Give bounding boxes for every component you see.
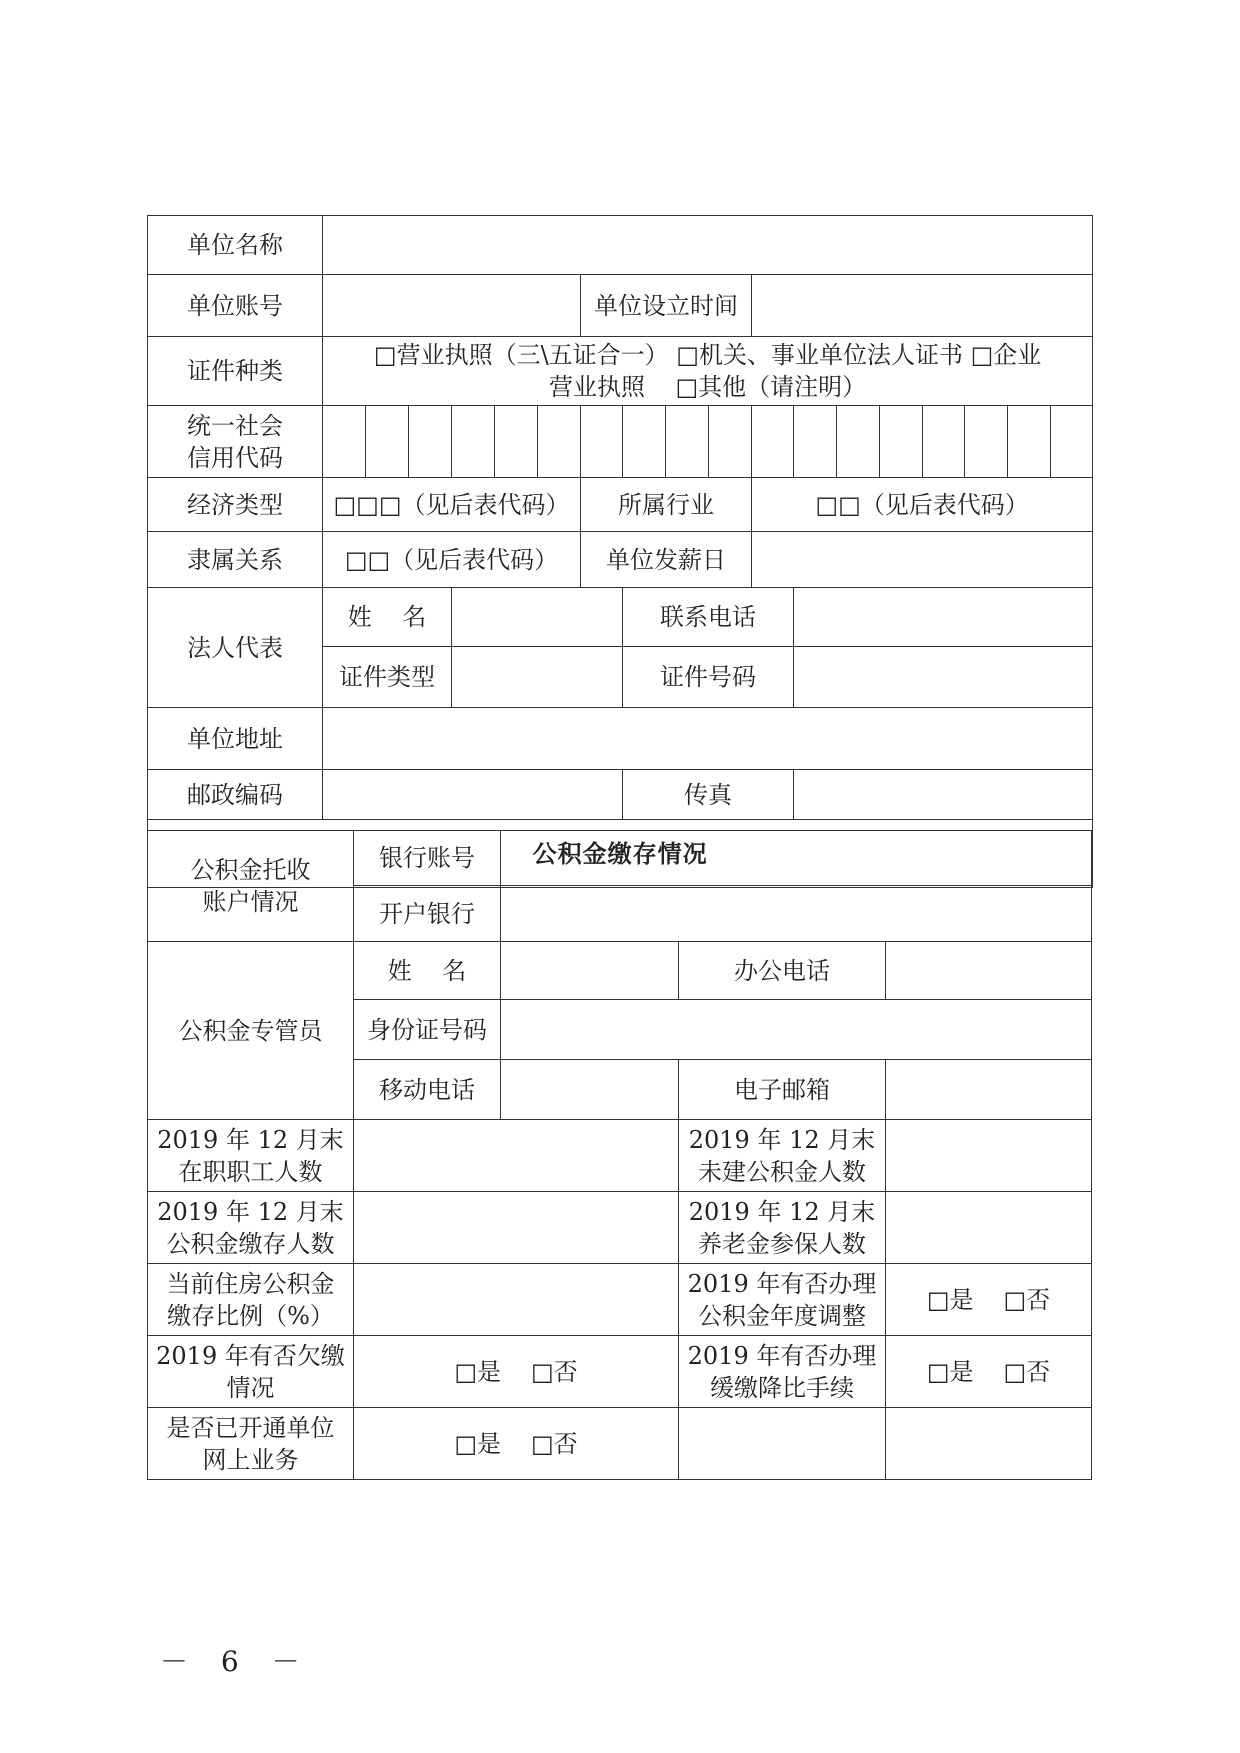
- page-number: － 6 －: [160, 1645, 312, 1678]
- manager-name-field[interactable]: [501, 942, 679, 1000]
- rate-label: 当前住房公积金 缴存比例（%）: [148, 1264, 354, 1336]
- established-field[interactable]: [752, 275, 1093, 337]
- established-label: 单位设立时间: [581, 275, 752, 337]
- no-fund-label: 2019 年 12 月末 未建公积金人数: [679, 1120, 886, 1192]
- unit-name-field[interactable]: [323, 216, 1093, 275]
- arrears-yes-checkbox[interactable]: □是: [454, 1357, 501, 1386]
- blank-cell[interactable]: [886, 1408, 1092, 1480]
- arrears-no-checkbox[interactable]: □否: [531, 1357, 578, 1386]
- credit-code-cell[interactable]: [323, 406, 366, 478]
- cert-type-options[interactable]: [323, 337, 1093, 406]
- credit-code-cell[interactable]: [709, 406, 752, 478]
- unit-info-table: [147, 215, 1093, 888]
- credit-code-cell[interactable]: [752, 406, 794, 478]
- credit-code-label: 统一社会 信用代码: [148, 406, 323, 478]
- affiliation-label: 隶属关系: [148, 532, 323, 588]
- office-phone-field[interactable]: [886, 942, 1092, 1000]
- credit-code-cell[interactable]: [495, 406, 538, 478]
- online-yes-checkbox[interactable]: □是: [454, 1429, 501, 1458]
- credit-code-cell[interactable]: [366, 406, 409, 478]
- mobile-label: 移动电话: [354, 1060, 501, 1120]
- fund-table: [147, 830, 1092, 1480]
- pension-field[interactable]: [886, 1192, 1092, 1264]
- payday-field[interactable]: [752, 532, 1093, 588]
- credit-code-cell[interactable]: [880, 406, 923, 478]
- office-phone-label: 办公电话: [679, 942, 886, 1000]
- economic-type-field[interactable]: □□□（见后表代码）: [323, 478, 581, 532]
- economic-type-label: 经济类型: [148, 478, 323, 532]
- bank-account-field[interactable]: [501, 831, 1092, 886]
- mobile-field[interactable]: [501, 1060, 679, 1120]
- manager-label: 公积金专管员: [148, 942, 354, 1120]
- annual-adjust-options: [886, 1264, 1092, 1336]
- fax-field[interactable]: [794, 770, 1093, 820]
- postcode-label: 邮政编码: [148, 770, 323, 820]
- credit-code-cell[interactable]: [409, 406, 452, 478]
- open-bank-field[interactable]: [501, 886, 1092, 942]
- online-no-checkbox[interactable]: □否: [531, 1429, 578, 1458]
- legal-rep-label: 法人代表: [148, 588, 323, 708]
- credit-code-cell[interactable]: [1051, 406, 1093, 478]
- fax-label: 传真: [623, 770, 794, 820]
- credit-code-cell[interactable]: [1008, 406, 1051, 478]
- fund-section-title: 公积金缴存情况: [148, 820, 1093, 888]
- deferral-options: [886, 1336, 1092, 1408]
- deferral-label: 2019 年有否办理 缓缴降比手续: [679, 1336, 886, 1408]
- legal-id-type-field[interactable]: [452, 647, 623, 708]
- employees-label: 2019 年 12 月末 在职职工人数: [148, 1120, 354, 1192]
- online-options: [354, 1408, 679, 1480]
- affiliation-field[interactable]: □□（见后表代码）: [323, 532, 581, 588]
- payday-label: 单位发薪日: [581, 532, 752, 588]
- employees-field[interactable]: [354, 1120, 679, 1192]
- collection-account-label: 公积金托收 账户情况: [148, 831, 354, 942]
- no-fund-field[interactable]: [886, 1120, 1092, 1192]
- unit-name-label: 单位名称: [148, 216, 323, 275]
- online-label: 是否已开通单位 网上业务: [148, 1408, 354, 1480]
- annual-adjust-label: 2019 年有否办理 公积金年度调整: [679, 1264, 886, 1336]
- email-label: 电子邮箱: [679, 1060, 886, 1120]
- pension-label: 2019 年 12 月末 养老金参保人数: [679, 1192, 886, 1264]
- legal-id-no-label: 证件号码: [623, 647, 794, 708]
- credit-code-cell[interactable]: [581, 406, 623, 478]
- legal-name-field[interactable]: [452, 588, 623, 647]
- cert-type-label: 证件种类: [148, 337, 323, 406]
- legal-phone-field[interactable]: [794, 588, 1093, 647]
- open-bank-label: 开户银行: [354, 886, 501, 942]
- credit-code-cell[interactable]: [965, 406, 1008, 478]
- credit-code-cell[interactable]: [623, 406, 666, 478]
- credit-code-cell[interactable]: [837, 406, 880, 478]
- industry-field[interactable]: □□（见后表代码）: [752, 478, 1093, 532]
- bank-account-label: 银行账号: [354, 831, 501, 886]
- rate-field[interactable]: [354, 1264, 679, 1336]
- arrears-options: [354, 1336, 679, 1408]
- blank-cell[interactable]: [679, 1408, 886, 1480]
- unit-account-field[interactable]: [323, 275, 581, 337]
- postcode-field[interactable]: [323, 770, 623, 820]
- address-label: 单位地址: [148, 708, 323, 770]
- legal-id-no-field[interactable]: [794, 647, 1093, 708]
- cert-options-line1: □营业执照（三\五证合一） □机关、事业单位法人证书 □企业: [373, 341, 1042, 369]
- cert-options-line2: 营业执照 □其他（请注明）: [548, 373, 867, 401]
- contributors-label: 2019 年 12 月末 公积金缴存人数: [148, 1192, 354, 1264]
- legal-phone-label: 联系电话: [623, 588, 794, 647]
- industry-label: 所属行业: [581, 478, 752, 532]
- contributors-field[interactable]: [354, 1192, 679, 1264]
- id-number-label: 身份证号码: [354, 1000, 501, 1060]
- credit-code-cell[interactable]: [794, 406, 837, 478]
- credit-code-cell[interactable]: [923, 406, 965, 478]
- legal-id-type-label: 证件类型: [323, 647, 452, 708]
- unit-account-label: 单位账号: [148, 275, 323, 337]
- arrears-label: 2019 年有否欠缴 情况: [148, 1336, 354, 1408]
- credit-code-cell[interactable]: [452, 406, 495, 478]
- annual-adjust-no-checkbox[interactable]: □否: [1003, 1285, 1051, 1314]
- credit-code-cell[interactable]: [666, 406, 709, 478]
- deferral-yes-checkbox[interactable]: □是: [926, 1357, 974, 1386]
- legal-name-label: 姓 名: [323, 588, 452, 647]
- id-number-field[interactable]: [501, 1000, 1092, 1060]
- credit-code-cell[interactable]: [538, 406, 581, 478]
- deferral-no-checkbox[interactable]: □否: [1003, 1357, 1051, 1386]
- email-field[interactable]: [886, 1060, 1092, 1120]
- address-field[interactable]: [323, 708, 1093, 770]
- manager-name-label: 姓 名: [354, 942, 501, 1000]
- annual-adjust-yes-checkbox[interactable]: □是: [926, 1285, 974, 1314]
